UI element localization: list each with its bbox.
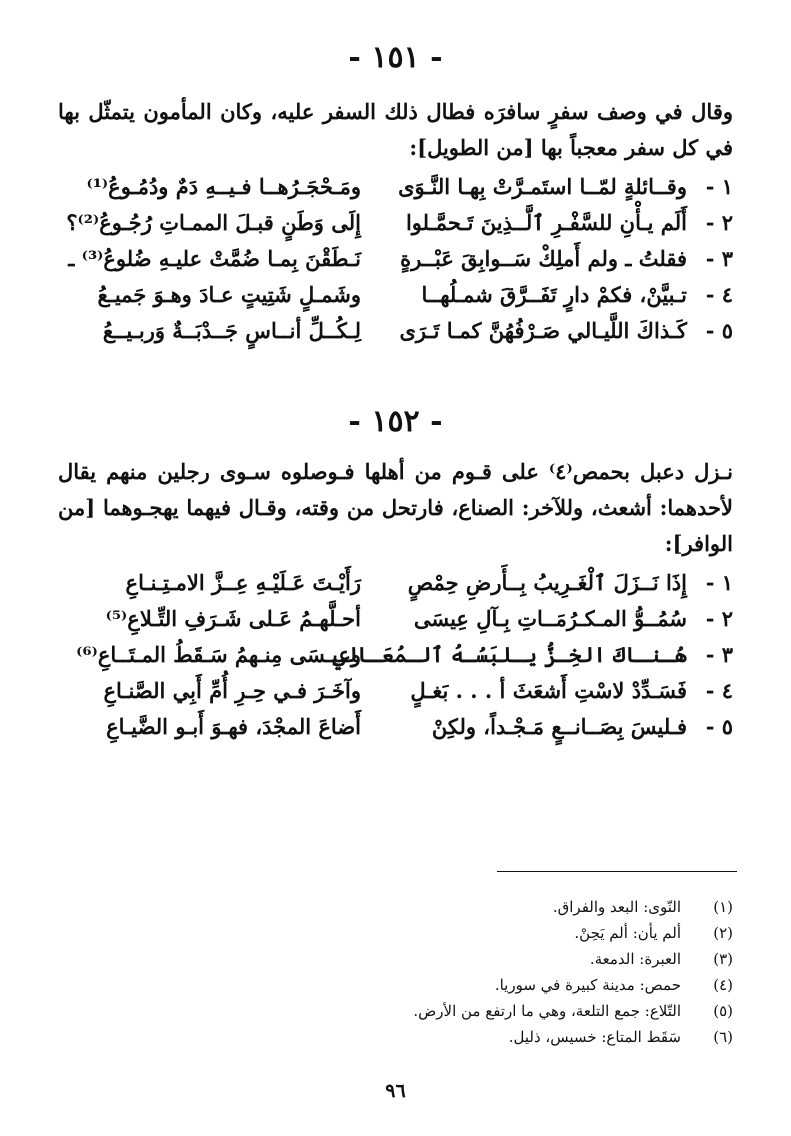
- verse-line: [43, 712, 733, 748]
- verse-number: ٢ -: [705, 210, 733, 235]
- footnote-text: النّوى: البعد والفراق.: [552, 898, 681, 916]
- verse-second-hemistich: وعيـسَى مِنـهمُ سَـقَطُ المـتَــاعِ⁽⁶⁾: [76, 642, 361, 667]
- poem-151: [43, 172, 733, 352]
- verse-second-hemistich: ومَـحْجَـرُهــا فـيــهِ دَمٌ ودُمُـوعُ⁽¹⁾: [86, 174, 361, 199]
- verse-second-hemistich: رَأَيْـتَ عَـلَيْـهِ عِــزَّ الامـتِـنـاعِ: [125, 570, 361, 595]
- footnote-text: العبرة: الدمعة.: [589, 950, 681, 968]
- verse-number: ٤ -: [705, 282, 733, 307]
- verse-first-hemistich: سُمُــوُّ المـكـرُمَــاتِ بِـآلِ عِيسَى: [413, 606, 687, 631]
- verse-first-hemistich: فَسَـدِّدْ لاسْتِ أَشعَثَ أ . . . بَغـلٍ: [410, 678, 687, 703]
- footnote-text: حمص: مدينة كبيرة في سوريا.: [494, 976, 681, 994]
- verse-second-hemistich: لِـكُــلِّ أنــاسٍ جَــدْبَــةٌ وَربـيــعُ: [102, 318, 361, 343]
- footnotes: [313, 896, 733, 1052]
- verse-line: [43, 568, 733, 604]
- footnote-number: (٣): [713, 950, 733, 968]
- footnote-divider: [497, 871, 737, 872]
- verse-second-hemistich: أحـلَّهـمُ عَـلى شَـرَفِ التِّـلاعِ⁽⁵⁾: [105, 606, 361, 631]
- footnote-number: (٢): [713, 924, 733, 942]
- verse-second-hemistich: أَضاعَ المجْدَ، فهـوَ أَبـو الضَّيـاعِ: [106, 714, 361, 739]
- verse-number: ٤ -: [705, 678, 733, 703]
- verse-first-hemistich: إِذَا نَــزَلَ ٱلْغَـرِيبُ بِــأَرضِ حِمْصٍ: [407, 570, 687, 595]
- verse-line: [43, 172, 733, 208]
- verse-line: [43, 244, 733, 280]
- verse-first-hemistich: فقلتُ ـ ولم أَملِكْ سَــوابِقَ عَبْــرةٍ: [400, 246, 687, 271]
- verse-number: ٥ -: [705, 714, 733, 739]
- footnote-text: ألم يأن: ألم يَحِنْ.: [574, 924, 681, 942]
- verse-number: ٣ -: [705, 642, 733, 667]
- footnote: [313, 974, 733, 1000]
- footnote: [313, 922, 733, 948]
- verse-line: [43, 208, 733, 244]
- verse-first-hemistich: تـبيَّنْ، فكمْ دارٍ تَفَــرَّقَ شمـلُهــا: [421, 282, 687, 307]
- verse-number: ١ -: [705, 174, 733, 199]
- verse-first-hemistich: أَلَم يـأْنِ للسَّفْـرِ ٱلَّــذِينَ تَـحمَّـلوا: [405, 210, 687, 235]
- section-heading-151: - ١٥١ -: [348, 40, 443, 75]
- footnote-number: (٤): [713, 976, 733, 994]
- verse-first-hemistich: كَـذاكَ اللَّيـالي صَـرْفُهُنَّ كمـا تَـرَى: [399, 318, 687, 343]
- verse-first-hemistich: فـليسَ بِصَــانــعٍ مَـجْـداً، ولكِنْ: [431, 714, 687, 739]
- footnote-text: التّلاع: جمع التلعة، وهي ما ارتفع من الأرض.: [413, 1002, 681, 1020]
- verse-number: ٥ -: [705, 318, 733, 343]
- footnote: [313, 1026, 733, 1052]
- verse-number: ١ -: [705, 570, 733, 595]
- verse-line: [43, 676, 733, 712]
- section-heading-152: - ١٥٢ -: [348, 404, 443, 439]
- verse-first-hemistich: هُـنـاكَ الخِـزُّ يـلبَسُـهُ ٱلـمُعَـالِي: [332, 642, 687, 667]
- footnote-text: سَقَط المتاع: خسيس، ذليل.: [508, 1028, 681, 1046]
- verse-line: [43, 604, 733, 640]
- footnote: [313, 896, 733, 922]
- verse-second-hemistich: نَـطَقْنَ بِمـا ضُمَّتْ عليـهِ ضُلوعُ⁽³⁾ ـ: [68, 246, 361, 271]
- section-151-intro: وقال في وصف سفرٍ سافرَه فطال ذلك السفر عليه، وكان المأمون يتمثّل بها في كل سفر معجباً بها [من الطويل]:: [58, 99, 733, 160]
- verse-second-hemistich: إِلَى وَطَنٍ قبـلَ الممـاتِ رُجُـوعُ⁽²⁾؟: [66, 210, 361, 235]
- verse-line: [43, 640, 733, 676]
- verse-line: [43, 316, 733, 352]
- verse-first-hemistich: وقــائلةٍ لمّــا استَمـرَّتْ بِهـا النَّـوَى: [398, 174, 687, 199]
- section-152-intro: نـزل دعبل بحمص⁽٤⁾ على قـوم من أهلها فـوصلوه سـوى رجلين منهم يقال لأحدهما: أشعث، وللآخر: الصناع، فارتحل من وقته، وقـال فيهما يهجـوهما [من الوافر]:: [58, 459, 733, 556]
- footnote-number: (٦): [713, 1028, 733, 1046]
- footnote: [313, 1000, 733, 1026]
- footnote: [313, 948, 733, 974]
- verse-number: ٣ -: [705, 246, 733, 271]
- poem-152: [43, 568, 733, 748]
- verse-number: ٢ -: [705, 606, 733, 631]
- verse-second-hemistich: وشَمـلٍ شَتِيتٍ عـادَ وهـوَ جَميـعُ: [97, 282, 361, 307]
- footnote-number: (٥): [713, 1002, 733, 1020]
- verse-second-hemistich: وآخَـرَ فـي حِـرِ أُمِّ أَبِي الصَّنـاعِ: [103, 678, 361, 703]
- footnote-number: (١): [713, 898, 733, 916]
- page-number: ٩٦: [385, 1080, 406, 1102]
- verse-line: [43, 280, 733, 316]
